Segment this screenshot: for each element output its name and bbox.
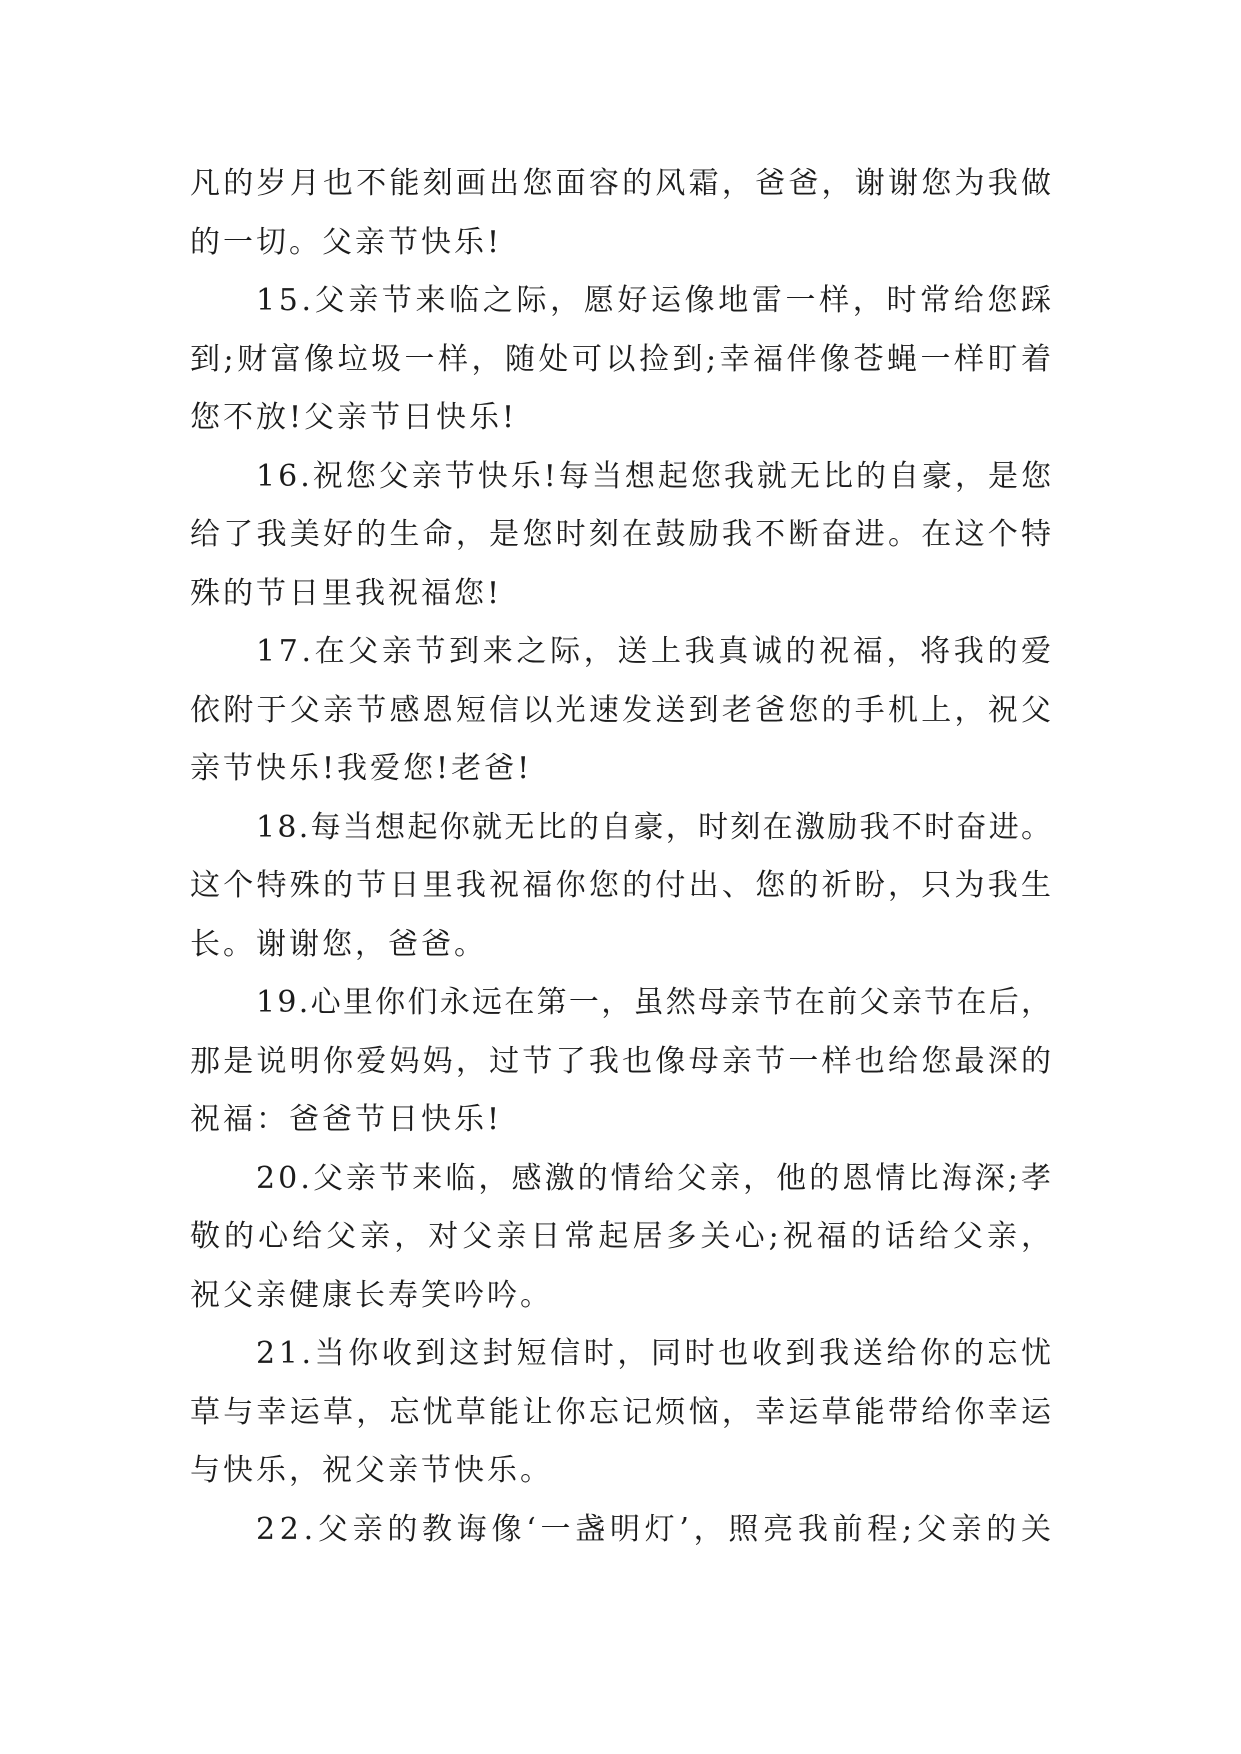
text-line-content: 22.父亲的教诲像‘一盏明灯’，照亮我前程;父亲的关 xyxy=(256,1511,1056,1547)
text-line-content: 的一切。父亲节快乐! xyxy=(190,224,503,260)
paragraph-item-20 xyxy=(190,1150,1056,1326)
text-line xyxy=(190,857,1055,916)
text-line xyxy=(190,799,1054,858)
paragraph-item-22 xyxy=(190,1501,1056,1560)
text-line-content: 依附于父亲节感恩短信以光速发送到老爸您的手机上，祝父 xyxy=(190,692,1055,728)
text-line-content: 给了我美好的生命，是您时刻在鼓励我不断奋进。在这个特 xyxy=(190,517,1055,552)
text-line xyxy=(190,1091,1051,1150)
text-line xyxy=(190,389,1051,448)
text-line xyxy=(190,214,1051,273)
text-line xyxy=(190,1208,1056,1267)
text-line xyxy=(190,974,1054,1033)
text-line-content: 草与幸运草，忘忧草能让你忘记烦恼，幸运草能带给你幸运 xyxy=(190,1394,1055,1430)
text-line xyxy=(190,155,1055,214)
text-line-content: 敬的心给父亲，对父亲日常起居多关心;祝福的话给父亲， xyxy=(190,1219,1056,1254)
text-line-content: 长。谢谢您，爸爸。 xyxy=(190,926,487,962)
text-line xyxy=(190,916,1051,975)
text-line xyxy=(190,448,1055,507)
text-line-content: 15.父亲节来临之际，愿好运像地雷一样，时常给您踩 xyxy=(256,283,1055,318)
text-line-content: 那是说明你爱妈妈，过节了我也像母亲节一样也给您最深的 xyxy=(190,1043,1055,1079)
text-line xyxy=(190,1150,1055,1209)
text-line xyxy=(190,1384,1055,1443)
text-line xyxy=(190,506,1055,565)
text-line-content: 祝父亲健康长寿笑吟吟。 xyxy=(190,1277,553,1313)
paragraph-continued xyxy=(190,155,1055,272)
text-line xyxy=(190,272,1055,331)
text-line-content: 到;财富像垃圾一样，随处可以捡到;幸福伴像苍蝇一样盯着 xyxy=(190,341,1055,377)
text-line xyxy=(190,1267,1051,1326)
text-line-content: 18.每当想起你就无比的自豪，时刻在激励我不时奋进。 xyxy=(256,809,1054,845)
text-line-content: 20.父亲节来临，感激的情给父亲，他的恩情比海深;孝 xyxy=(256,1160,1055,1196)
text-line-content: 祝福：爸爸节日快乐! xyxy=(190,1102,503,1137)
paragraph-item-17 xyxy=(190,623,1055,799)
text-line xyxy=(190,1501,1056,1560)
text-line-content: 21.当你收到这封短信时，同时也收到我送给你的忘忧 xyxy=(256,1336,1055,1371)
paragraph-item-21 xyxy=(190,1325,1055,1501)
document-body xyxy=(190,155,1056,1559)
paragraph-item-18 xyxy=(190,799,1055,975)
text-line xyxy=(190,565,1051,624)
paragraph-item-15 xyxy=(190,272,1055,448)
text-line-content: 殊的节日里我祝福您! xyxy=(190,575,503,611)
text-line-content: 凡的岁月也不能刻画出您面容的风霜，爸爸，谢谢您为我做 xyxy=(190,166,1055,201)
paragraph-item-19 xyxy=(190,974,1055,1150)
text-line-content: 19.心里你们永远在第一，虽然母亲节在前父亲节在后， xyxy=(256,985,1054,1020)
text-line xyxy=(190,740,1051,799)
text-line xyxy=(190,623,1055,682)
text-line xyxy=(190,1442,1051,1501)
text-line xyxy=(190,1325,1055,1384)
text-line-content: 这个特殊的节日里我祝福你您的付出、您的祈盼，只为我生 xyxy=(190,868,1055,903)
text-line-content: 17.在父亲节到来之际，送上我真诚的祝福，将我的爱 xyxy=(256,634,1055,669)
text-line-content: 与快乐，祝父亲节快乐。 xyxy=(190,1453,553,1488)
text-line-content: 16.祝您父亲节快乐!每当想起您我就无比的自豪，是您 xyxy=(256,458,1055,494)
paragraph-item-16 xyxy=(190,448,1055,624)
text-line xyxy=(190,331,1055,390)
text-line xyxy=(190,1033,1055,1092)
text-line-content: 您不放!父亲节日快乐! xyxy=(190,400,518,435)
text-line-content: 亲节快乐!我爱您!老爸! xyxy=(190,751,533,786)
text-line xyxy=(190,682,1055,741)
